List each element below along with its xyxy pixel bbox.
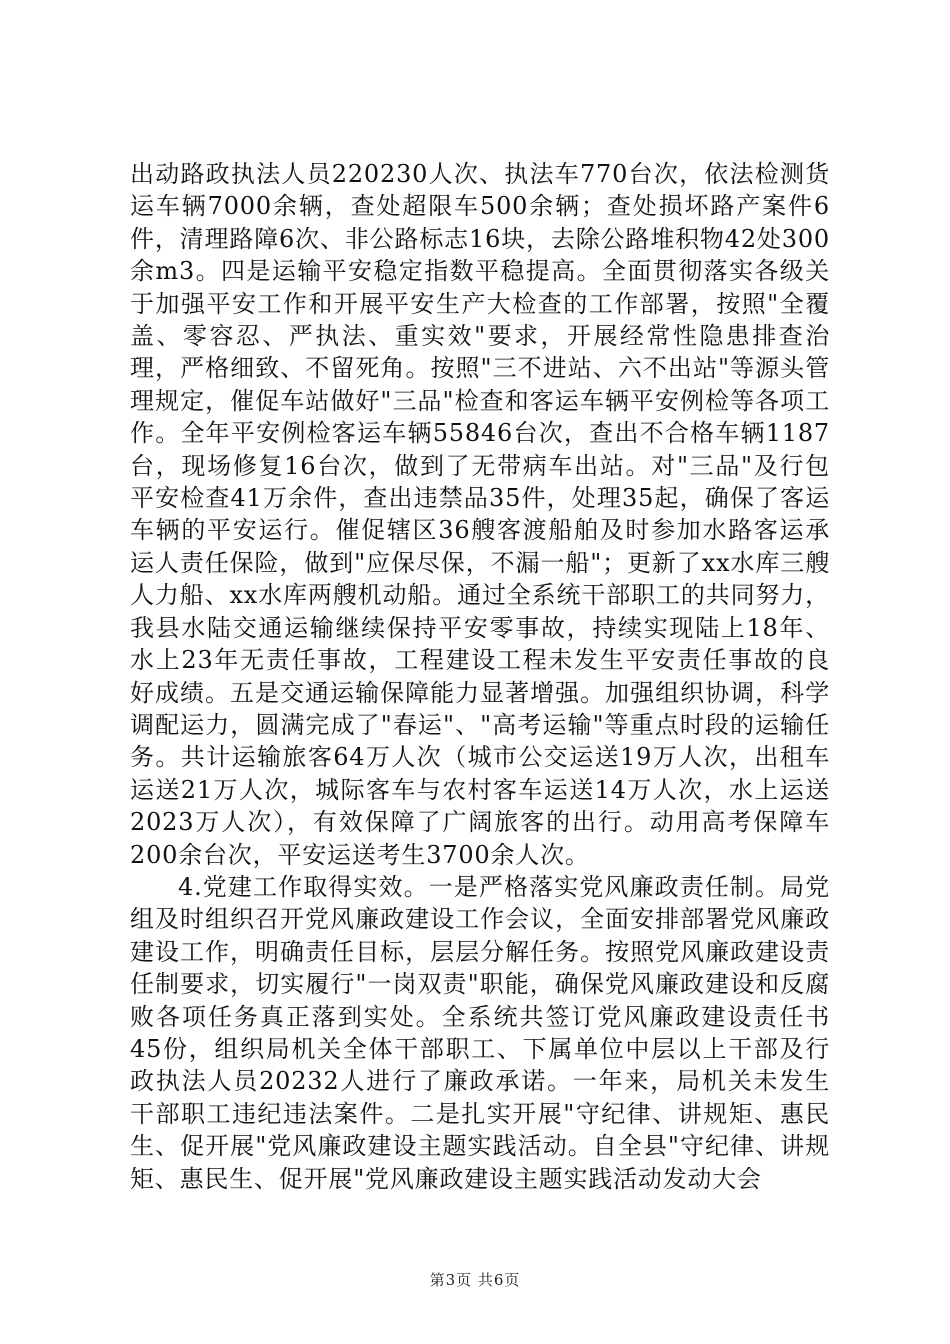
paragraph-party-building: 4.党建工作取得实效。一是严格落实党风廉政责任制。局党组及时组织召开党风廉政建设工作会议，全面安排部署党风廉政建设工作，明确责任目标，层层分解任务。按照党风廉政建设责任制要求，切实履行"一岗双责"职能，确保党风廉政建设和反腐败各项任务真正落到实处。全系统共签订党风廉政建设责任书45份，组织局机关全体干部职工、下属单位中层以上干部及行政执法人员20232人进行了廉政承诺。一年来，局机关未发生干部职工违纪违法案件。二是扎实开展"守纪律、讲规矩、惠民生、促开展"党风廉政建设主题实践活动。自全县"守纪律、讲规矩、惠民生、促开展"党风廉政建设主题实践活动发动大会 (130, 872, 830, 1193)
document-body (130, 158, 830, 1195)
paragraph-continued: 出动路政执法人员220230人次、执法车770台次，依法检测货运车辆7000余辆，查处超限车500余辆；查处损坏路产案件6件，清理路障6次、非公路标志16块，去除公路堆积物42处300余m3。四是运输平安稳定指数平稳提高。全面贯彻落实各级关于加强平安工作和开展平安生产大检查的工作部署，按照"全覆盖、零容忍、严执法、重实效"要求，开展经常性隐患排查治理，严格细致、不留死角。按照"三不进站、六不出站"等源头管理规定，催促车站做好"三品"检查和客运车辆平安例检等各项工作。全年平安例检客运车辆55846台次，查出不合格车辆1187台，现场修复16台次，做到了无带病车出站。对"三品"及行包平安检查41万余件，查出违禁品35件，处理35起，确保了客运车辆的平安运行。催促辖区36艘客渡船舶及时参加水路客运承运人责任保险，做到"应保尽保，不漏一船"；更新了xx水库三艘人力船、xx水库两艘机动船。通过全系统干部职工的共同努力，我县水陆交通运输继续保持平安零事故，持续实现陆上18年、水上23年无责任事故，工程建设工程未发生平安责任事故的良好成绩。五是交通运输保障能力显著增强。加强组织协调，科学调配运力，圆满完成了"春运"、"高考运输"等重点时段的运输任务。共计运输旅客64万人次（城市公交运送19万人次，出租车运送21万人次，城际客车与农村客车运送14万人次，水上运送2023万人次），有效保障了广阔旅客的出行。动用高考保障车200余台次，平安运送考生3700余人次。 (130, 160, 830, 869)
page-number: 第3页 共6页 (429, 1271, 521, 1289)
